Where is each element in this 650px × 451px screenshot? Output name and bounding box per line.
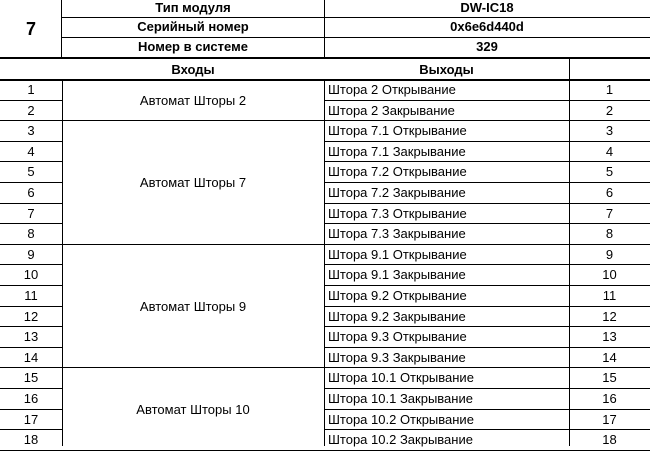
module-number: 7 (25, 19, 36, 39)
grid-line-horizontal (0, 182, 62, 183)
output-name-cell: Штора 7.2 Закрывание (328, 185, 466, 200)
output-number-cell: 12 (602, 308, 617, 324)
input-group-cell: Автомат Шторы 7 (139, 174, 247, 190)
grid-line-horizontal (324, 182, 650, 183)
output-name-cell: Штора 7.1 Закрывание (328, 143, 466, 159)
grid-line-horizontal (324, 203, 650, 204)
grid-line-vertical (569, 57, 570, 80)
grid-line-horizontal (324, 264, 650, 265)
output-number-cell: 10 (602, 267, 617, 283)
grid-line-horizontal (0, 244, 650, 245)
grid-line-horizontal (0, 57, 650, 59)
output-name-cell: Штора 9.1 Закрывание (328, 267, 466, 283)
input-number-cell: 2 (27, 102, 35, 118)
output-number-cell: 1 (605, 82, 614, 97)
input-number-cell: 14 (23, 349, 39, 365)
output-name-cell: Штора 9.2 Открывание (328, 288, 467, 303)
input-number-cell: 12 (23, 308, 39, 324)
system-number-label: Номер в системе (138, 39, 248, 54)
grid-line-horizontal (324, 306, 650, 307)
grid-line-vertical (61, 0, 62, 57)
input-number-cell: 3 (27, 123, 35, 139)
output-name-cell: Штора 9.3 Открывание (328, 329, 467, 345)
grid-line-horizontal (0, 347, 62, 348)
output-name-cell: Штора 7.3 Закрывание (328, 226, 466, 242)
input-number-cell: 9 (27, 246, 35, 262)
input-number-cell: 8 (27, 226, 35, 242)
grid-line-horizontal (324, 161, 650, 162)
grid-line-horizontal (324, 223, 650, 224)
input-group-cell: Автомат Шторы 2 (139, 92, 247, 108)
input-number-cell: 11 (24, 288, 38, 303)
grid-line-horizontal (0, 141, 62, 142)
output-name-cell: Штора 10.2 Закрывание (328, 432, 473, 448)
output-number-cell: 13 (602, 329, 617, 345)
output-name-cell: Штора 10.1 Открывание (328, 370, 474, 386)
serial-number-value: 0x6e6d440d (450, 19, 524, 34)
output-name-cell: Штора 9.3 Закрывание (328, 349, 466, 365)
grid-line-horizontal (0, 388, 62, 389)
grid-line-horizontal (0, 161, 62, 162)
output-name-cell: Штора 9.1 Открывание (328, 246, 467, 262)
grid-line-horizontal (0, 223, 62, 224)
grid-line-horizontal (62, 17, 650, 18)
grid-line-horizontal (324, 100, 650, 101)
grid-line-horizontal (0, 264, 62, 265)
grid-line-horizontal (0, 409, 62, 410)
serial-number-label: Серийный номер (137, 19, 249, 34)
grid-line-horizontal (0, 203, 62, 204)
output-number-cell: 3 (605, 123, 614, 139)
output-number-cell: 2 (605, 102, 614, 118)
input-number-cell: 16 (23, 391, 39, 406)
input-number-cell: 18 (23, 432, 39, 448)
output-number-cell: 7 (605, 205, 614, 221)
output-number-cell: 9 (605, 246, 614, 262)
input-group-cell: Автомат Шторы 10 (136, 401, 250, 417)
outputs-column-header: Выходы (419, 62, 474, 77)
grid-line-horizontal (62, 37, 650, 38)
output-number-cell: 17 (602, 411, 617, 427)
input-number-cell: 1 (27, 82, 35, 97)
input-number-cell: 17 (23, 411, 39, 427)
output-number-cell: 15 (602, 370, 617, 386)
module-type-value: DW-IC18 (460, 0, 514, 15)
grid-line-horizontal (324, 429, 650, 430)
grid-line-horizontal (324, 141, 650, 142)
input-group-cell: Автомат Шторы 9 (139, 298, 247, 314)
grid-line-horizontal (0, 120, 650, 121)
grid-line-horizontal (324, 285, 650, 286)
output-name-cell: Штора 10.1 Закрывание (328, 391, 473, 406)
grid-line-horizontal (0, 367, 650, 368)
input-number-cell: 10 (23, 267, 39, 283)
input-number-cell: 7 (27, 205, 35, 221)
grid-line-horizontal (324, 409, 650, 410)
output-name-cell: Штора 7.2 Открывание (328, 164, 467, 180)
grid-line-vertical (324, 0, 325, 57)
output-name-cell: Штора 7.1 Открывание (328, 123, 467, 139)
grid-line-horizontal (324, 388, 650, 389)
input-number-cell: 5 (27, 164, 35, 180)
output-number-cell: 11 (602, 288, 617, 303)
output-number-cell: 8 (605, 226, 614, 242)
grid-line-horizontal (0, 79, 650, 81)
output-number-cell: 18 (602, 432, 617, 448)
grid-line-horizontal (0, 429, 62, 430)
grid-line-vertical (324, 80, 325, 446)
grid-line-vertical (62, 80, 63, 446)
input-number-cell: 13 (23, 329, 39, 345)
output-name-cell: Штора 2 Открывание (328, 82, 456, 97)
grid-line-horizontal (0, 100, 62, 101)
grid-line-horizontal (324, 326, 650, 327)
grid-line-horizontal (324, 347, 650, 348)
grid-line-horizontal (0, 306, 62, 307)
input-number-cell: 15 (23, 370, 39, 386)
output-number-cell: 16 (602, 391, 617, 406)
inputs-column-header: Входы (171, 62, 215, 77)
output-number-cell: 14 (602, 349, 617, 365)
output-name-cell: Штора 9.2 Закрывание (328, 308, 466, 324)
input-number-cell: 6 (27, 185, 35, 200)
output-number-cell: 4 (605, 143, 614, 159)
module-type-label: Тип модуля (155, 0, 231, 15)
output-number-cell: 5 (605, 164, 614, 180)
grid-line-horizontal (0, 326, 62, 327)
grid-line-horizontal (0, 285, 62, 286)
input-number-cell: 4 (27, 143, 35, 159)
output-name-cell: Штора 7.3 Открывание (328, 205, 467, 221)
output-name-cell: Штора 2 Закрывание (328, 102, 455, 118)
output-name-cell: Штора 10.2 Открывание (328, 411, 474, 427)
system-number-value: 329 (476, 39, 498, 54)
grid-line-vertical (569, 80, 570, 446)
output-number-cell: 6 (605, 185, 614, 200)
